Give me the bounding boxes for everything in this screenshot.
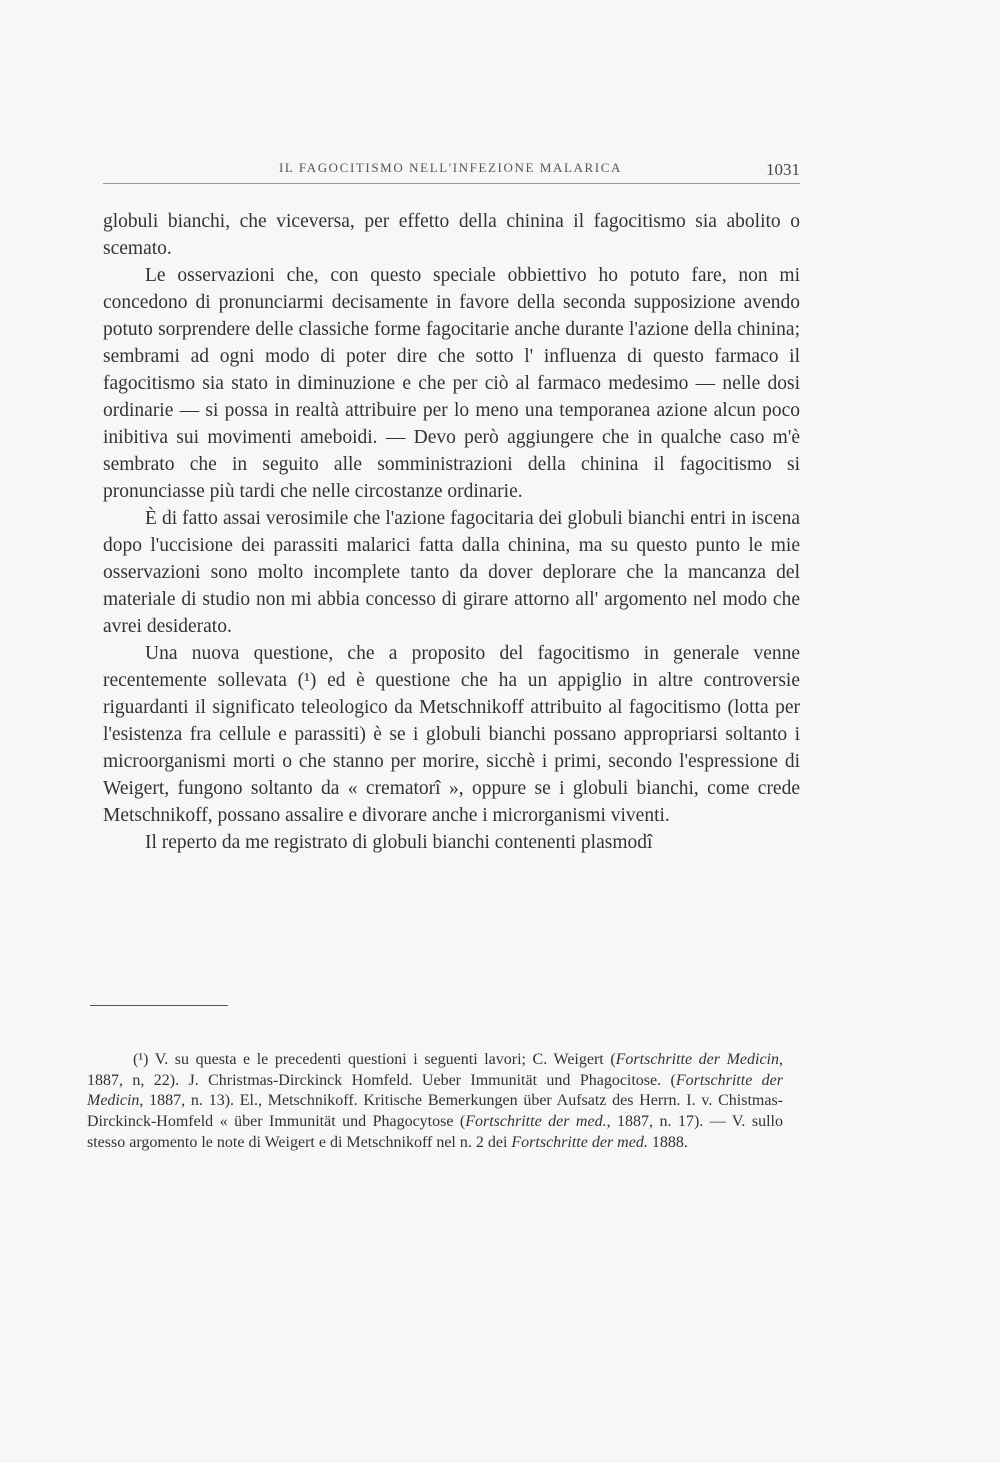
- paragraph-continuation: globuli bianchi, che viceversa, per effetto della chinina il fagocitismo sia abolito o scemato.: [103, 211, 800, 259]
- footnote-citation-title: Fortschritte der med.: [511, 1133, 648, 1151]
- footnote-rule: [90, 1005, 228, 1006]
- footnote-text: , 1887, n. 13). El., Metschnikoff. Kritische Bemerkungen über Aufsatz des Herrn. I. v. Chistmas-Dirckinck-Homfeld « über Immunität und Phagocytose (: [87, 1092, 783, 1131]
- running-header: [103, 160, 800, 184]
- body-text: [103, 208, 800, 856]
- footnote-text: (¹) V. su questa e le precedenti questioni i seguenti lavori; C. Weigert (: [133, 1051, 616, 1068]
- footnote-citation-title: Fortschritte der Medicin: [87, 1071, 784, 1110]
- paragraph-phagocytic-action: È di fatto assai verosimile che l'azione fagocitaria dei globuli bianchi entri in iscena dopo l'uccisione dei parassiti malarici fatta dalla chinina, ma su questo punto le mie osservazioni sono molto incomplete tanto da dover deplorare che la mancanza del materiale di studio non mi abbia concesso di girare attorno all' argomento nel modo che avrei desiderato.: [103, 508, 800, 637]
- footnote-text: , 1887, n, 22). J. Christmas-Dirckinck Homfeld. Ueber Immunität und Phagocitose. (: [87, 1051, 783, 1089]
- footnote-text: , 1887, n. 17). — V. sullo stesso argomento le note di Weigert e di Metschnikoff nel n. 2 dei: [87, 1113, 783, 1151]
- running-title: IL FAGOCITISMO NELL'INFEZIONE MALARICA: [279, 160, 622, 175]
- footnote-citation-title: Fortschritte der med.: [465, 1113, 607, 1131]
- footnote: [87, 1050, 783, 1154]
- paragraph-finding: Il reperto da me registrato di globuli bianchi contenenti plasmodî: [145, 832, 653, 853]
- paragraph-observations: Le osservazioni che, con questo speciale obbiettivo ho potuto fare, non mi concedono di pronunciarmi decisamente in favore della seconda supposizione avendo potuto sorprendere delle classiche forme fagocitarie anche durante l'azione della chinina; sembrami ad ogni modo di poter dire che sotto l' influenza di questo farmaco il fagocitismo sia stato in diminuzione e che per ciò al farmaco medesimo — nelle dosi ordinarie — si possa in realtà attribuire per lo meno una temporanea azione alcun poco inibitiva sui movimenti ameboidi. — Devo però aggiungere che in qualche caso m'è sembrato che in seguito alle somministrazioni della chinina il fagocitismo si pronunciasse più tardi che nelle circostanze ordinarie.: [103, 265, 800, 502]
- footnote-text: 1888.: [647, 1133, 688, 1151]
- page-number: 1031: [766, 160, 800, 179]
- header-rule: [103, 183, 800, 184]
- paragraph-new-question: Una nuova questione, che a proposito del fagocitismo in generale venne recentemente sollevata (¹) ed è questione che ha un appiglio in altre controversie riguardanti il significato teleologico da Metschnikoff attribuito al fagocitismo (lotta per l'esistenza fra cellule e parassiti) è se i globuli bianchi possano appropriarsi soltanto i microorganismi morti o che stanno per morire, sicchè i primi, secondo l'espressione di Weigert, fungono soltanto da « crematorî », oppure se i globuli bianchi, come crede Metschnikoff, possano assalire e divorare anche i microrganismi viventi.: [103, 643, 800, 826]
- footnote-citation-title: Fortschritte der Medicin: [615, 1051, 779, 1068]
